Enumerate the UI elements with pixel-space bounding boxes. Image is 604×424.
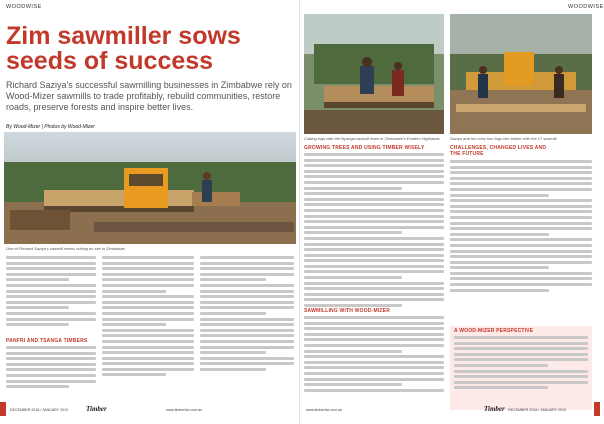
subhead-challenges-line-1: CHALLENGES, CHANGED LIVES AND (450, 145, 547, 151)
photo-caption: One of Richard Saziya's sawmill teams cutting on site in Zimbabwe. (6, 246, 126, 251)
photo-caption-1: Cutting logs with the Nyanga sawmill team in Zimbabwe's Eastern Highlands. (304, 136, 441, 141)
body-column-1 (6, 256, 96, 329)
footer-url-right: www.timberbiz.com.au (306, 408, 342, 412)
page-title (6, 24, 241, 74)
body-column-4 (304, 153, 444, 310)
section-tag-right: WOODWISE (568, 4, 604, 10)
subhead-panfri: PANFRI AND TSANGA TIMBERS (6, 338, 88, 344)
section-tag: WOODWISE (6, 4, 42, 10)
sawmill-crew-image (450, 14, 592, 134)
footer-accent-bar (0, 402, 6, 416)
body-column-2 (102, 256, 194, 379)
byline: By Wood-Mizer | Photos by Wood-Mizer (6, 124, 95, 130)
footer-accent-bar-right (594, 402, 600, 416)
footer-date-right: DECEMBER 2018 / JANUARY 2019 (508, 408, 566, 412)
body-column-1b (6, 346, 96, 391)
sidebar-text (454, 336, 588, 392)
subhead-challenges (450, 145, 546, 157)
subhead-sawmilling: SAWMILLING WITH WOOD-MIZER (304, 308, 391, 314)
footer-brand-logo: Timber (86, 405, 107, 413)
sidebar-box (450, 326, 592, 410)
hero-photo (4, 132, 296, 244)
footer-brand-logo-right: Timber (484, 405, 505, 413)
photo-caption-2: Saziya and his crew turn logs into timber with the LT sawmill. (450, 136, 558, 141)
sawmill-scene-image (4, 132, 296, 244)
body-column-5 (450, 160, 592, 294)
footer-url: www.timberbiz.com.au (166, 408, 202, 412)
subhead-challenges-line-2: THE FUTURE (450, 151, 484, 157)
body-column-3 (200, 256, 294, 373)
photo-crew (450, 14, 592, 134)
footer-date: DECEMBER 2018 / JANUARY 2019 (10, 408, 68, 412)
headline-line-1: Zim sawmiller sows (6, 22, 241, 50)
subhead-growing-trees: GROWING TREES AND USING TIMBER WISELY (304, 145, 425, 151)
left-page (0, 0, 300, 424)
article-deck: Richard Saziya's successful sawmilling businesses in Zimbabwe rely on Wood-Mizer sawmills to trade profitably, rebuild communities, restore roads, preserve forests and inspire better lives. (6, 80, 292, 112)
subhead-perspective: A WOOD-MIZER PERSPECTIVE (454, 328, 534, 334)
photo-felling (304, 14, 444, 134)
headline-line-2: seeds of success (6, 47, 214, 75)
nyanga-team-image (304, 14, 444, 134)
body-column-4b (304, 316, 444, 394)
